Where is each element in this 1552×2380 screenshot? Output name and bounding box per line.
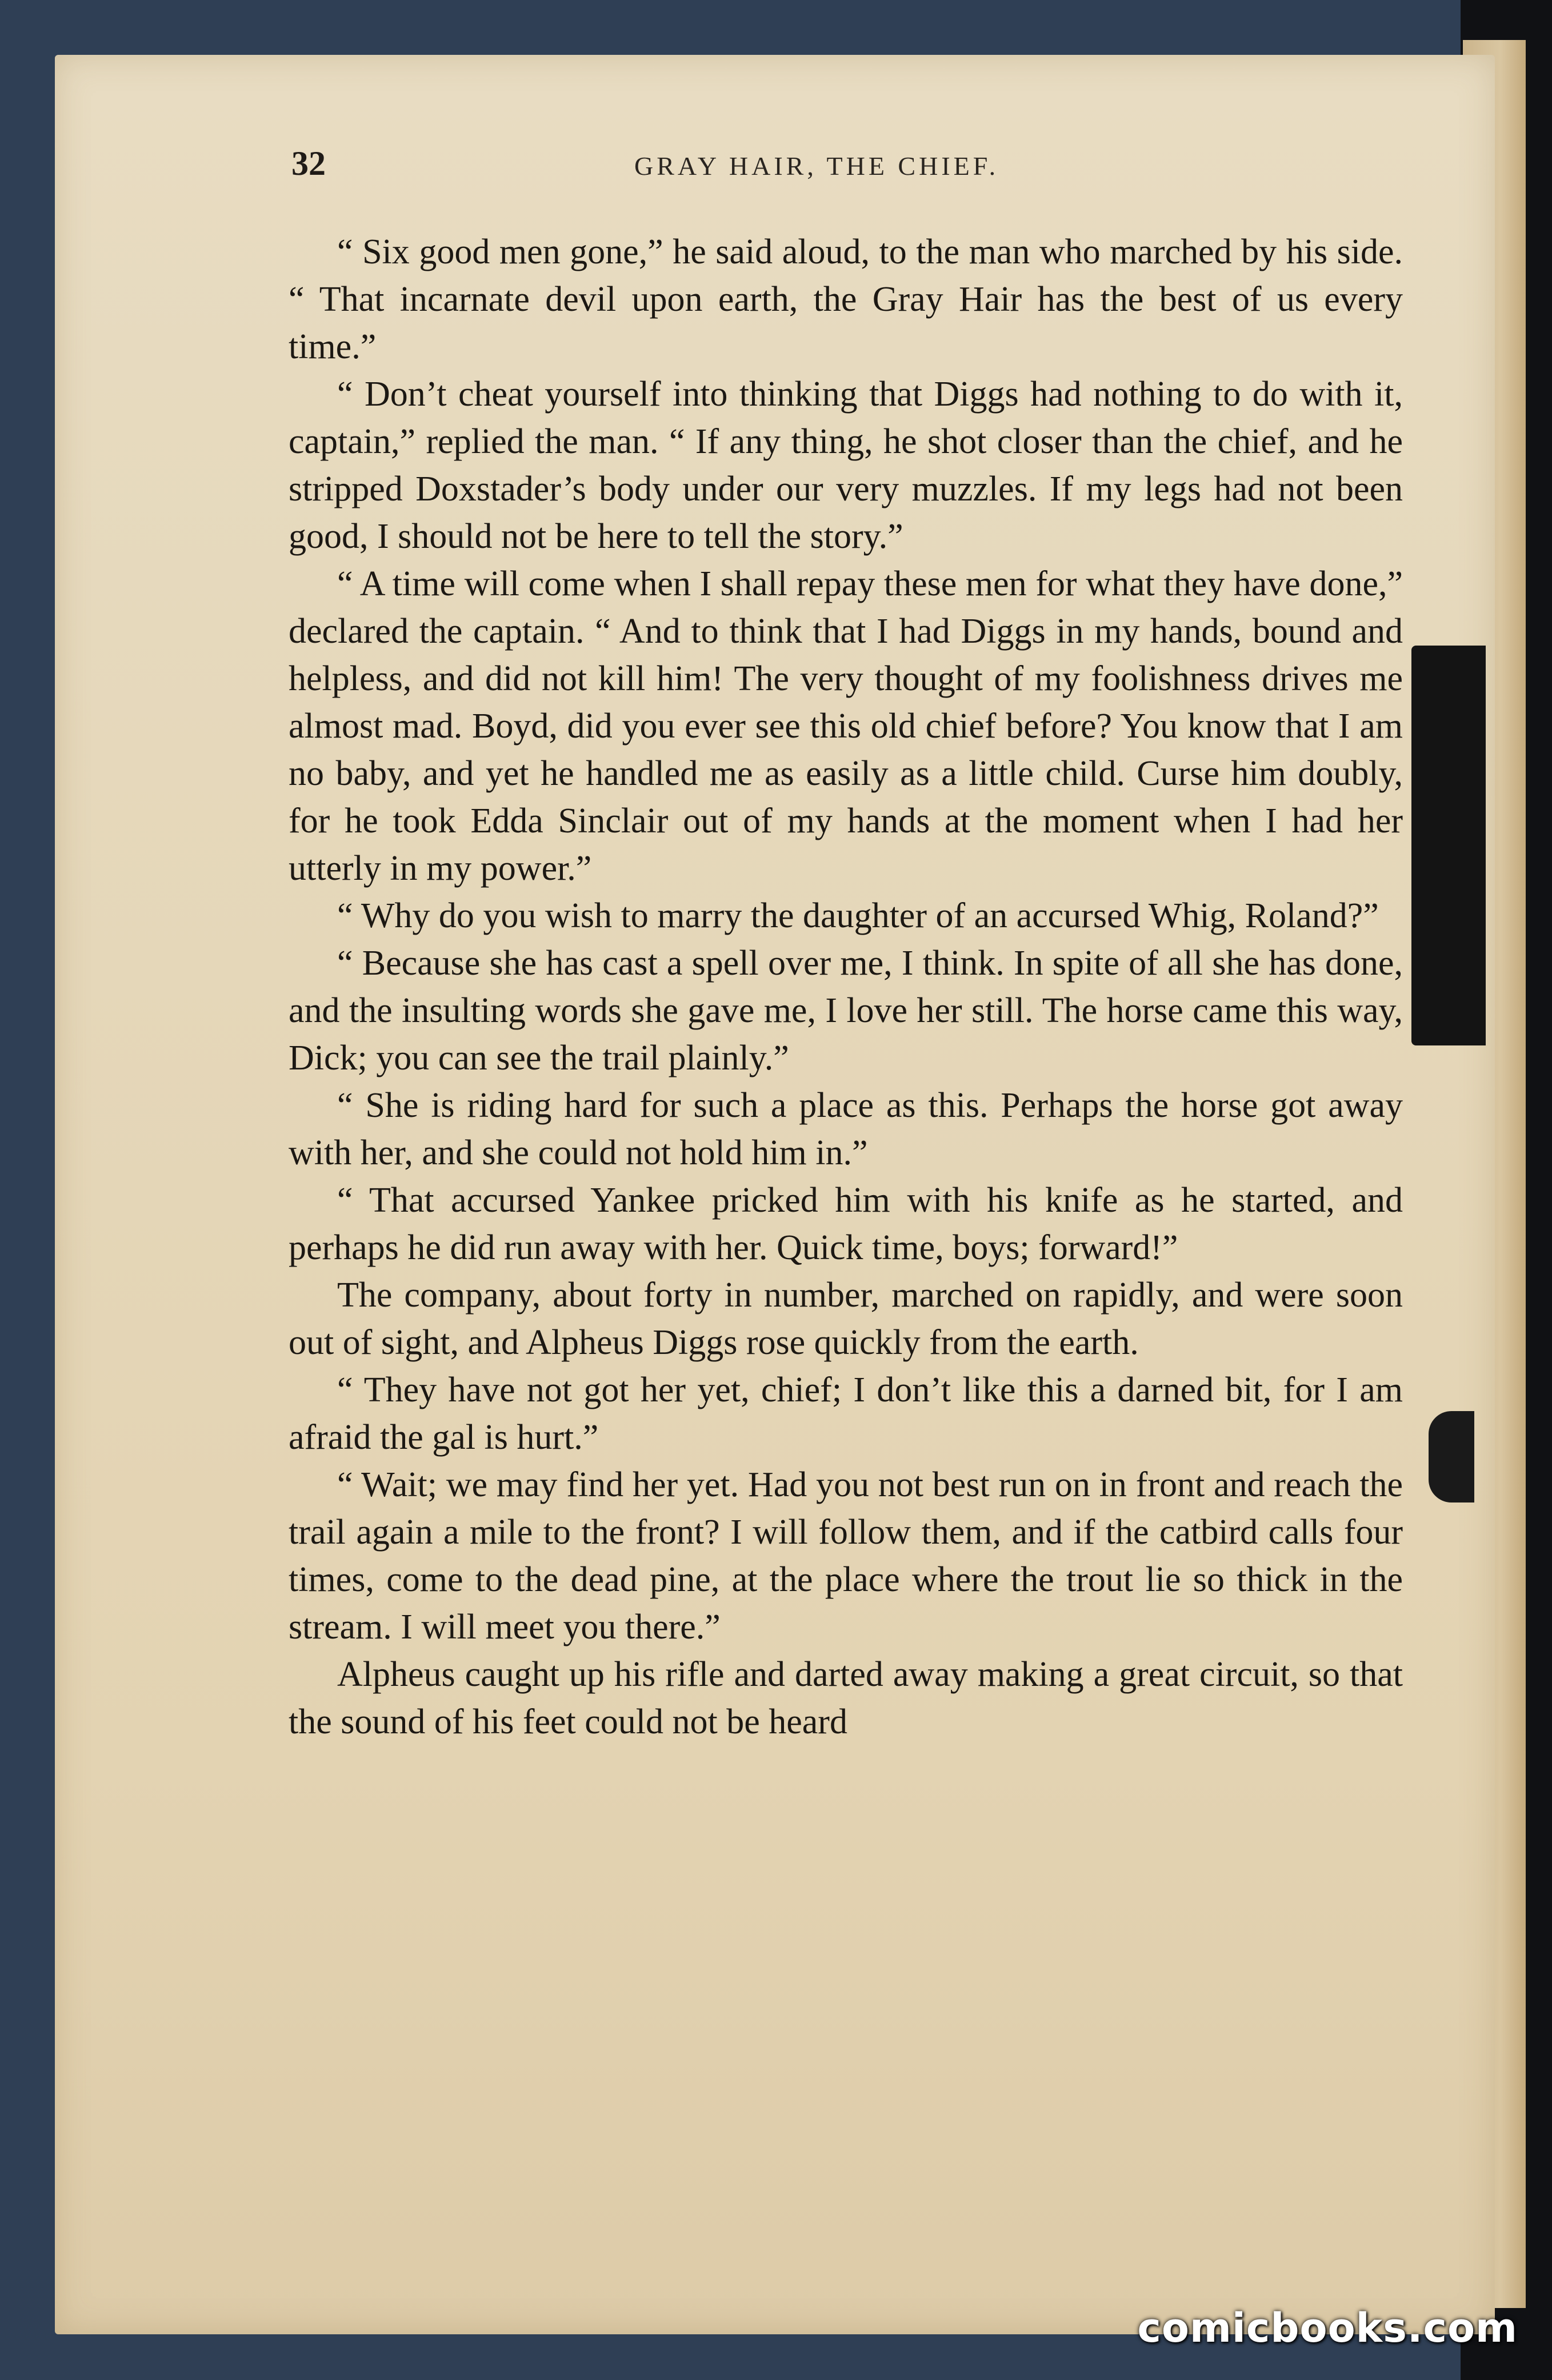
paragraph: The company, about forty in number, marched on rapidly, and were soon out of sight, and Alpheus Diggs rose quickly from the earth. [289,1276,1403,1362]
page-tear [1411,646,1486,1045]
paragraph: “ Why do you wish to marry the daughter of an accursed Whig, Roland?” [337,896,1379,935]
body-text [289,229,1403,1746]
paragraph: “ She is riding hard for such a place as this. Perhaps the horse got away with her, and she could not hold him in.” [289,1086,1403,1172]
running-title: GRAY HAIR, THE CHIEF. [634,151,999,181]
paragraph: “ They have not got her yet, chief; I don’t like this a darned bit, for I am afraid the gal is hurt.” [289,1371,1403,1457]
watermark: comicbooks.com [1137,2305,1518,2351]
paragraph: “ Because she has cast a spell over me, I think. In spite of all she has done, and the insulting words she gave me, I love her still. The horse came this way, Dick; you can see the trail plainly.” [289,944,1403,1077]
paragraph: “ Six good men gone,” he said aloud, to the man who marched by his side. “ That incarnate devil upon earth, the Gray Hair has the best of us every time.” [289,233,1403,366]
page-tear-small [1429,1411,1474,1502]
paragraph: “ Wait; we may find her yet. Had you not best run on in front and reach the trail again a mile to the front? I will follow them, and if the catbird calls four times, come to the dead pine, at the place where the trout lie so thick in the stream. I will meet you there.” [289,1465,1403,1646]
paragraph: “ Don’t cheat yourself into thinking that Diggs had nothing to do with it, captain,” replied the man. “ If any thing, he shot closer than the chief, and he stripped Doxstader’s body under our very muzzles. If my legs had not been good, I should not be here to tell the story.” [289,375,1403,556]
paragraph: “ A time will come when I shall repay these men for what they have done,” declared the captain. “ And to think that I had Diggs in my hands, bound and helpless, and did not kill him! The very thought of my foolishness drives me almost mad. Boyd, did you ever see this old chief before? You know that I am no baby, and yet he handled me as easily as a little child. Curse him doubly, for he took Edda Sinclair out of my hands at the moment when I had her utterly in my power.” [289,564,1403,888]
paragraph: “ That accursed Yankee pricked him with his knife as he started, and perhaps he did run away with her. Quick time, boys; forward!” [289,1181,1403,1267]
page-number: 32 [291,145,326,182]
paragraph: Alpheus caught up his rifle and darted away making a great circuit, so that the sound of his feet could not be heard [289,1655,1403,1741]
